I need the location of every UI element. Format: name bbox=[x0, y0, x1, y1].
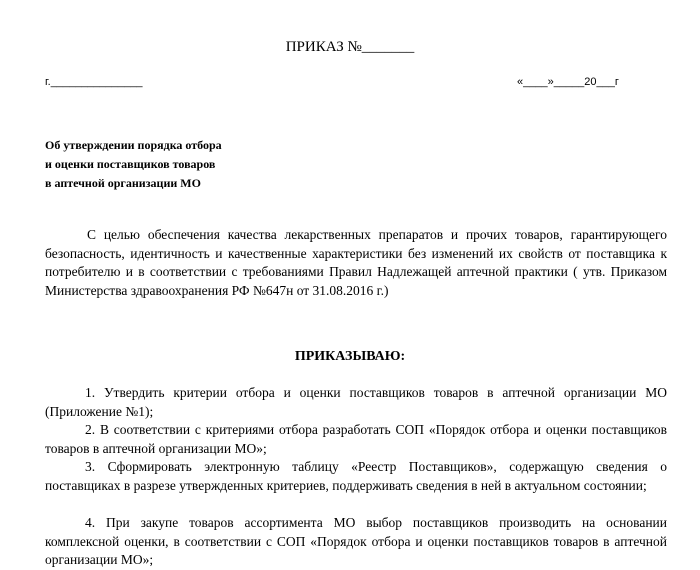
order-item-4: 4. При закупе товаров ассортимента МО выбор поставщиков производить на основании комплексной оценки, в соответствии с СОП «Порядок отбора и оценки поставщиков товаров в аптечной организации МО»; bbox=[45, 515, 667, 567]
date-line: «____»_____20___г bbox=[517, 76, 619, 88]
subject-line-2: и оценки поставщиков товаров bbox=[45, 157, 216, 171]
order-item-1: 1. Утвердить критерии отбора и оценки поставщиков товаров в аптечной организации МО (Приложение №1); bbox=[45, 385, 667, 419]
order-item-3: 3. Сформировать электронную таблицу «Реестр Поставщиков», содержащую сведения о поставщиках в разрезе утвержденных критериев, поддерживать сведения в ней в актуальном состоянии; bbox=[45, 459, 667, 493]
order-item-2: 2. В соответствии с критериями отбора разработать СОП «Порядок отбора и оценки поставщиков товаров в аптечной организации МО»; bbox=[45, 422, 667, 456]
subject-line-3: в аптечной организации МО bbox=[45, 176, 201, 190]
preamble-paragraph: С целью обеспечения качества лекарственных препаратов и прочих товаров, гарантирующего безопасность, идентичность и качественные характеристики без изменений их свойств от поставщика к потребителю и в соответствии с требованиями Правил Надлежащей аптечной практики ( утв. Приказом Министерства здравоохранения РФ №647н от 31.08.2016 г.) bbox=[45, 227, 667, 298]
document-title: ПРИКАЗ №_______ bbox=[285, 39, 415, 55]
order-heading: ПРИКАЗЫВАЮ: bbox=[294, 349, 406, 364]
city-line: г._______________ bbox=[45, 76, 143, 88]
subject-line-1: Об утверждении порядка отбора bbox=[45, 138, 222, 152]
